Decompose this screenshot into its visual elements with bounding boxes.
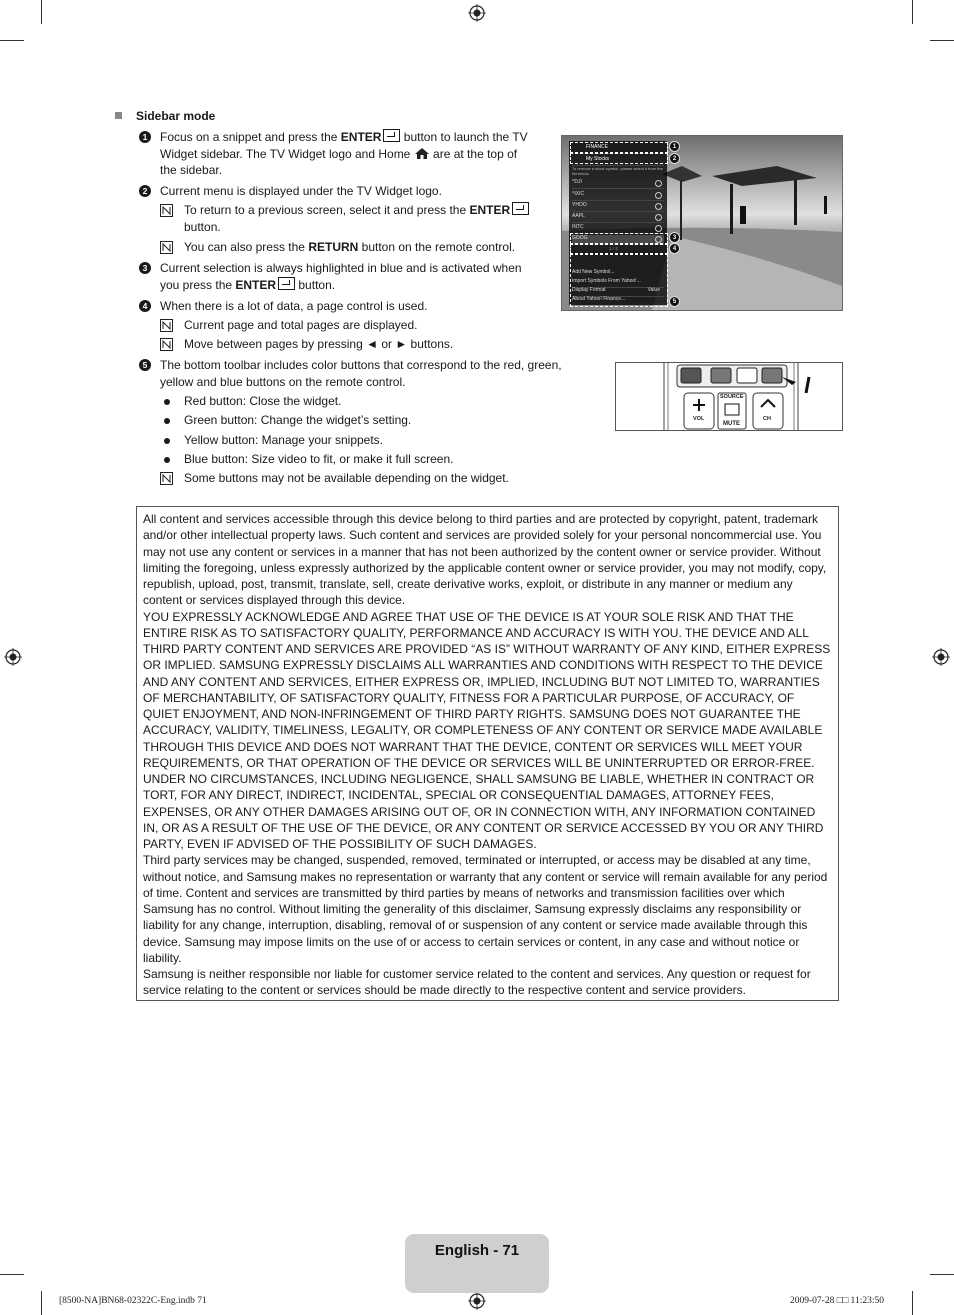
stock-row[interactable]: ^DJI — [572, 179, 664, 189]
crop-mark — [930, 40, 954, 41]
step-4-text: When there is a lot of data, a page control is used. — [160, 299, 428, 313]
crop-mark — [41, 1291, 42, 1315]
step-5-text: The bottom toolbar includes color buttons that correspond to the red, green, yellow and blue buttons on the remote control. — [160, 358, 562, 389]
sidebar-instruction: To remove a stock symbol, please select it from the list below. — [572, 166, 663, 176]
disclaimer-paragraph: Samsung is neither responsible nor liable for customer service related to the content and services. Any question or request for service relating to the content or services should be made directly to the respective content and service providers. — [143, 967, 811, 998]
remove-icon — [655, 225, 662, 232]
crop-mark — [912, 1291, 913, 1315]
note-icon — [160, 241, 173, 254]
step-number: 2 — [139, 185, 151, 197]
option-row[interactable]: Display Format Value — [572, 287, 664, 297]
note-text: To return to a previous screen, select it and press the ENTER button. — [184, 202, 554, 235]
footer-date: 2009-07-28 □□ 11:23:50 — [790, 1296, 884, 1306]
ch-label: CH — [763, 416, 771, 422]
crop-mark — [930, 1274, 954, 1275]
footer-file: [8500-NA]BN68-02322C-Eng.indb 71 — [59, 1296, 207, 1306]
callout-box — [570, 233, 668, 244]
note-text: You can also press the RETURN button on the remote control. — [184, 240, 516, 254]
section-title: Sidebar mode — [136, 109, 216, 123]
registration-mark-icon — [4, 648, 22, 666]
sidebar-header: FINANCE — [572, 144, 664, 154]
mute-label: MUTE — [723, 421, 740, 427]
note-text: Move between pages by pressing ◄ or ► buttons. — [184, 337, 454, 351]
crop-mark — [0, 1274, 24, 1275]
stock-row[interactable]: INTC — [572, 224, 664, 234]
crop-mark — [0, 40, 24, 41]
callout-number: 2 — [669, 153, 680, 164]
remote-control-illustration — [615, 362, 843, 431]
home-icon — [414, 147, 430, 160]
vol-label: VOL — [693, 416, 705, 422]
stock-row[interactable]: AAPL — [572, 213, 664, 223]
section-square-icon — [115, 112, 122, 119]
note-text: Some buttons may not be available depending on the widget. — [184, 471, 509, 485]
crop-mark — [41, 0, 42, 24]
bullet-icon — [164, 399, 170, 405]
step-number: 4 — [139, 300, 151, 312]
bullet-text: Yellow button: Manage your snippets. — [184, 433, 384, 447]
page-number-label — [405, 1234, 549, 1293]
bullet-icon — [164, 438, 170, 444]
stock-row[interactable]: ^IXIC — [572, 191, 664, 201]
registration-mark-icon — [468, 4, 486, 22]
enter-icon — [278, 277, 295, 290]
registration-mark-icon — [468, 1292, 486, 1310]
bullet-icon — [164, 418, 170, 424]
source-label: SOURCE — [720, 394, 744, 400]
step-2-text: Current menu is displayed under the TV Widget logo. — [160, 184, 442, 198]
disclaimer-paragraph: Third party services may be changed, suspended, removed, terminated or interrupted, or access may be disabled at any time, without notice, and Samsung makes no representation or warranty that any content or service will remain available for any period of time. Content and services are transmitted by third parties by means of networks and transmission facilities over which Samsung has no control. Without limiting the generality of this disclaimer, Samsung expressly disclaims any responsibility or liability for any change, interruption, disabling, removal of or suspension of any content or service made available through this device. Samsung may impose limits on the use of or access to certain services or content, in any case and without notice or liability. — [143, 853, 828, 965]
disclaimer-paragraph: All content and services accessible through this device belong to third parties and are protected by copyright, patent, trademark and/or other intellectual property laws. Such content and services are provided solely for your personal noncommercial use. You may not use any content or services in a manner that has not been authorized by the content owner or service provider. Without limiting the foregoing, unless expressly authorized by the applicable content owner or service provider, you may not modify, copy, republish, upload, post, transmit, translate, sell, create derivative works, exploit, or distribute in any manner or medium any content or services displayed through this device. — [143, 512, 827, 608]
enter-icon — [512, 202, 529, 215]
registration-mark-icon — [932, 648, 950, 666]
tv-widget-screenshot — [561, 135, 843, 311]
remove-icon — [655, 214, 662, 221]
remove-icon — [655, 180, 662, 187]
stock-row-selected[interactable]: GOOG — [572, 235, 664, 245]
callout-number: 3 — [669, 232, 680, 243]
step-1-text: Focus on a snippet and press the ENTER button to launch the TV Widget sidebar. The TV Widget logo and Home are at the top of the sidebar. — [160, 130, 528, 177]
step-number: 1 — [139, 131, 151, 143]
crop-mark — [912, 0, 913, 24]
step-number: 3 — [139, 262, 151, 274]
callout-number: 4 — [669, 243, 680, 254]
callout-box — [570, 254, 668, 307]
option-row[interactable]: Add New Symbol... — [572, 269, 615, 275]
note-icon — [160, 204, 173, 217]
bullet-text: Red button: Close the widget. — [184, 394, 342, 408]
remove-icon — [655, 203, 662, 210]
note-icon — [160, 338, 173, 351]
note-icon — [160, 472, 173, 485]
step-3-text: Current selection is always highlighted in blue and is activated when you press the ENTER button. — [160, 261, 522, 292]
stock-row[interactable]: YHOO — [572, 202, 664, 212]
remove-icon — [655, 192, 662, 199]
bullet-icon — [164, 457, 170, 463]
callout-box — [570, 142, 668, 153]
bullet-text: Blue button: Size video to fit, or make it full screen. — [184, 452, 454, 466]
disclaimer-paragraph: YOU EXPRESSLY ACKNOWLEDGE AND AGREE THAT USE OF THE DEVICE IS AT YOUR SOLE RISK AND THAT THE ENTIRE RISK AS TO SATISFACTORY QUALITY, PERFORMANCE AND ACCURACY IS WITH YOU. THE DEVICE AND ALL THIRD PARTY CONTENT AND SERVICES ARE PROVIDED “AS IS” WITHOUT WARRANTY OF ANY KIND, EITHER EXPRESS OR IMPLIED. SAMSUNG EXPRESSLY DISCLAIMS ALL WARRANTIES AND CONDITIONS WITH RESPECT TO THE DEVICE AND ANY CONTENT AND SERVICES, EITHER EXPRESS OR, IMPLIED, INCLUDING BUT NOT LIMITED TO, WARRANTIES OF MERCHANTABILITY, OF SATISFACTORY QUALITY, FITNESS FOR A PARTICULAR PURPOSE, OF ACCURACY, OF QUIET ENJOYMENT, AND NON-INFRINGEMENT OF THIRD PARTY RIGHTS. SAMSUNG DOES NOT GUARANTEE THE ACCURACY, VALIDITY, TIMELINESS, LEGALITY, OR COMPLETENESS OF ANY CONTENT OR SERVICE MADE AVAILABLE THROUGH THIS DEVICE AND DOES NOT WARRANT THAT THE DEVICE, CONTENT OR SERVICES WILL MEET YOUR REQUIREMENTS, OR THAT OPERATION OF THE DEVICE OR SERVICES WILL BE UNINTERRUPTED OR ERROR-FREE. UNDER NO CIRCUMSTANCES, INCLUDING NEGLIGENCE, SHALL SAMSUNG BE LIABLE, WHETHER IN CONTRACT OR TORT, FOR ANY DIRECT, INDIRECT, INCIDENTAL, SPECIAL OR CONSEQUENTIAL DAMAGES, ATTORNEY FEES, EXPENSES, OR ANY OTHER DAMAGES ARISING OUT OF, OR IN CONNECTION WITH, ANY INFORMATION CONTAINED IN, OR AS A RESULT OF THE USE OF THE DEVICE, OR ANY CONTENT OR SERVICE ACCESSED BY YOU OR ANY THIRD PARTY, EVEN IF ADVISED OF THE POSSIBILITY OF SUCH DAMAGES. — [143, 609, 831, 851]
option-row[interactable]: Import Symbols From Yahoo!... — [572, 278, 664, 288]
enter-icon — [383, 129, 400, 142]
option-row[interactable]: About Yahoo! Finance... — [572, 296, 626, 302]
callout-box — [570, 244, 668, 254]
bullet-text: Green button: Change the widget’s setting. — [184, 413, 412, 427]
step-number: 5 — [139, 359, 151, 371]
note-text: Current page and total pages are displayed. — [184, 318, 418, 332]
disclaimer-box — [136, 506, 839, 1001]
note-icon — [160, 319, 173, 332]
sidebar-menu[interactable]: My Stocks — [572, 156, 664, 166]
page-indicator: 1 / 2 — [609, 246, 618, 251]
callout-box — [570, 153, 668, 164]
callout-number: 1 — [669, 141, 680, 152]
callout-number: 5 — [669, 296, 680, 307]
page-number-text: English - 71 — [434, 1242, 520, 1259]
